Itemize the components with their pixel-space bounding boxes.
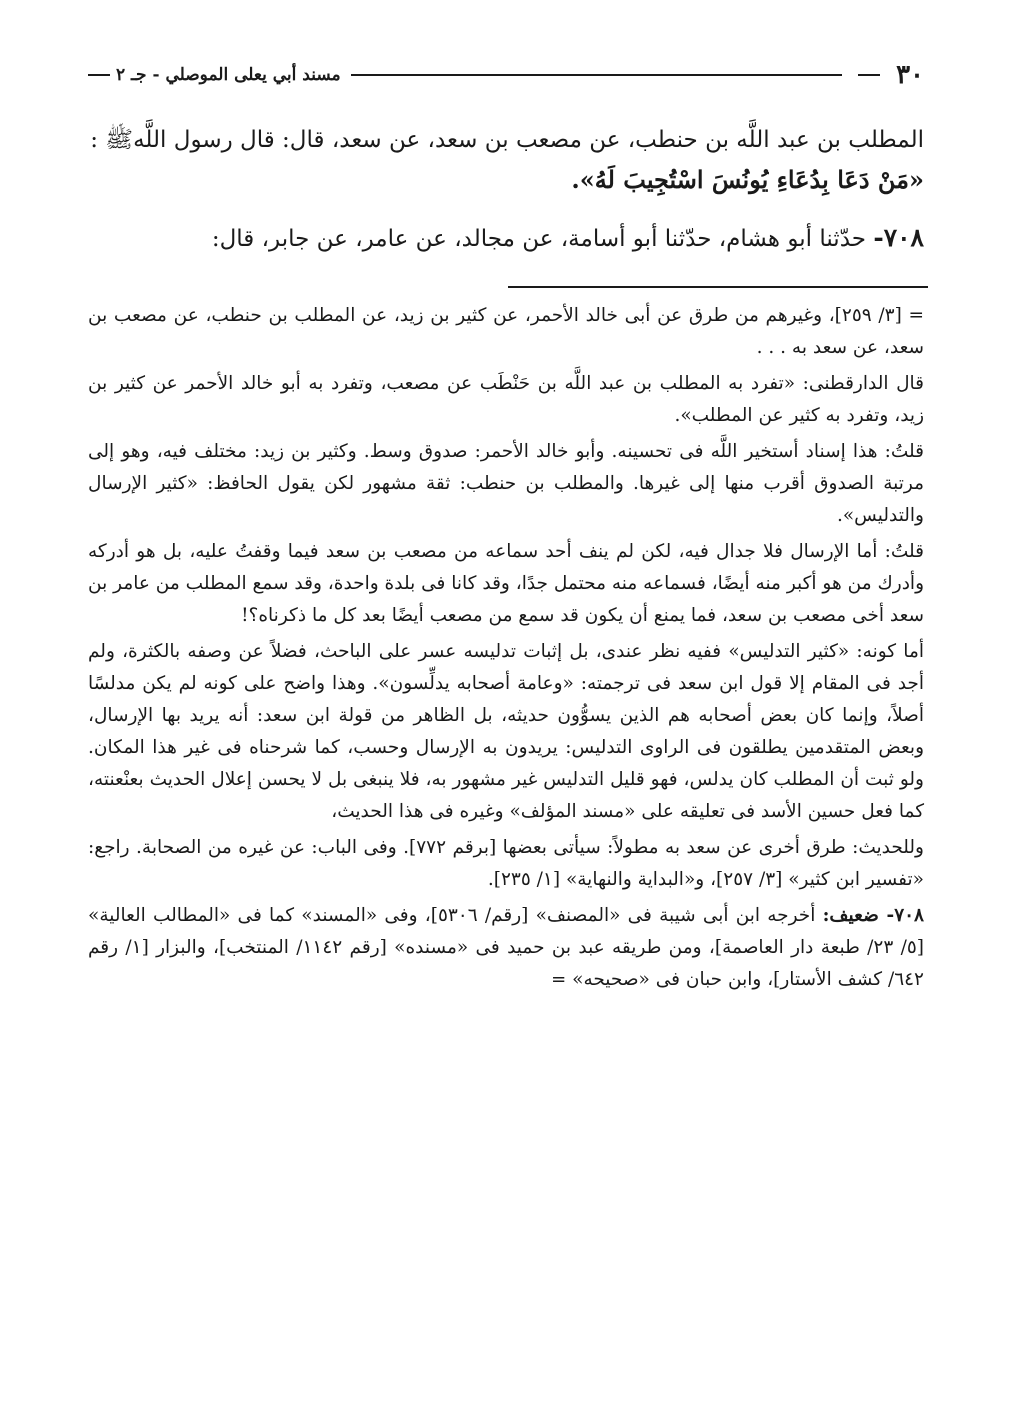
note-paragraph-7 — [88, 900, 924, 996]
footnotes — [88, 300, 924, 1000]
header-dash — [858, 74, 880, 76]
note-paragraph-6: وللحديث: طرق أخرى عن سعد به مطولاً: سيأتى بعضها [برقم ٧٧٢]. وفى الباب: عن غيره من الصحابة. راجع: «تفسير ابن كثير» [٣/ ٢٥٧]، و«البداية والنهاية» [١/ ٢٣٥]. — [88, 837, 924, 890]
main-line-1: المطلب بن عبد اللَّه بن حنطب، عن مصعب بن سعد، عن سعد، قال: قال رسول اللَّهﷺ : — [90, 127, 924, 153]
header-dash-end — [88, 74, 110, 76]
note-7-lead: ٧٠٨- ضعيف: — [822, 905, 924, 926]
page-number: ٣٠ — [896, 60, 924, 90]
note-paragraph-3: قلتُ: هذا إسناد أستخير اللَّه فى تحسينه. وأبو خالد الأحمر: صدوق وسط. وكثير بن زيد: مختلف فيه، وهو إلى مرتبة الصدوق أقرب منها إلى غيرها. والمطلب بن حنطب: ثقة مشهور لكن يقول الحافظ: «كثير الإرسال والتدليس». — [88, 441, 924, 526]
running-title: مسند أبي يعلى الموصلي - جـ ٢ — [116, 65, 341, 85]
note-paragraph-5: أما كونه: «كثير التدليس» ففيه نظر عندى، بل إثبات تدليسه عسر على الباحث، فضلاً عن وصفه بالكثرة، ولم أجد فى المقام إلا قول ابن سعد فى ترجمته: «وعامة أصحابه يدلِّسون». وهذا واضح على كونه لم يكن مدلسًا أصلاً، وإنما كان بعض أصحابه هم الذين يسوُّون حديثه، بل الظاهر من قولة ابن سعد: أنه يريد بها الإرسال، وبعض المتقدمين يطلقون فى الراوى التدليس: يريدون به الإرسال وحسب، كما شرحناه فى غير هذا المكان. ولو ثبت أن المطلب كان يدلس، فهو قليل التدليس غير مشهور به، فلا ينبغى بل لا يحسن إعلال الحديث بعنْعنته، كما فعل حسين الأسد فى تعليقه على «مسند المؤلف» وغيره فى هذا الحديث، — [88, 641, 924, 822]
entry-number: ٧٠٨- — [873, 223, 924, 252]
entry-isnad: حدّثنا أبو هشام، حدّثنا أبو أسامة، عن مجالد، عن عامر، عن جابر، قال: — [211, 226, 866, 252]
note-7-text: أخرجه ابن أبى شيبة فى «المصنف» [رقم/ ٥٣٠٦]، وفى «المسند» كما فى «المطالب العالية» [٥/ ٢٣/ طبعة دار العاصمة]، ومن طريقه عبد بن حميد فى «مسنده» [رقم ١١٤٢/ المنتخب]، والبزار [١/ رقم ٦٤٢/ كشف الأستار]، وابن حبان فى «صحيحه» — [88, 905, 924, 990]
note-paragraph-2: قال الدارقطنى: «تفرد به المطلب بن عبد اللَّه بن حَنْطَب عن مصعب، وتفرد به أبو خالد الأحمر عن كثير بن زيد، وتفرد به كثير عن المطلب». — [88, 373, 924, 426]
note-paragraph-1: = [٣/ ٢٥٩]، وغيرهم من طرق عن أبى خالد الأحمر، عن كثير بن زيد، عن المطلب بن حنطب، عن مصعب بن سعد، عن سعد به . . . — [88, 305, 924, 358]
footnote-separator — [508, 286, 928, 288]
hadith-text: «مَنْ دَعَا بِدُعَاءِ يُونُسَ اسْتُجِيبَ لَهُ». — [571, 165, 924, 194]
note-paragraph-4: قلتُ: أما الإرسال فلا جدال فيه، لكن لم ينف أحد سماعه من مصعب بن سعد فيما وقفتُ عليه، بل هو أدركه وأدرك من هو أكبر منه أيضًا، فسماعه منه محتمل جدًا، وقد كانا فى بلدة واحدة، وقد سمع المطلب من عامر بن سعد أخى مصعب بن سعد، فما يمنع أن يكون قد سمع من مصعب أيضًا بعد كل ما ذكرناه؟! — [88, 541, 925, 626]
header-rule — [351, 74, 842, 76]
running-header — [82, 60, 924, 90]
continuation-mark: = — [551, 969, 567, 990]
hadith-entry — [88, 218, 924, 259]
main-text — [88, 120, 924, 259]
